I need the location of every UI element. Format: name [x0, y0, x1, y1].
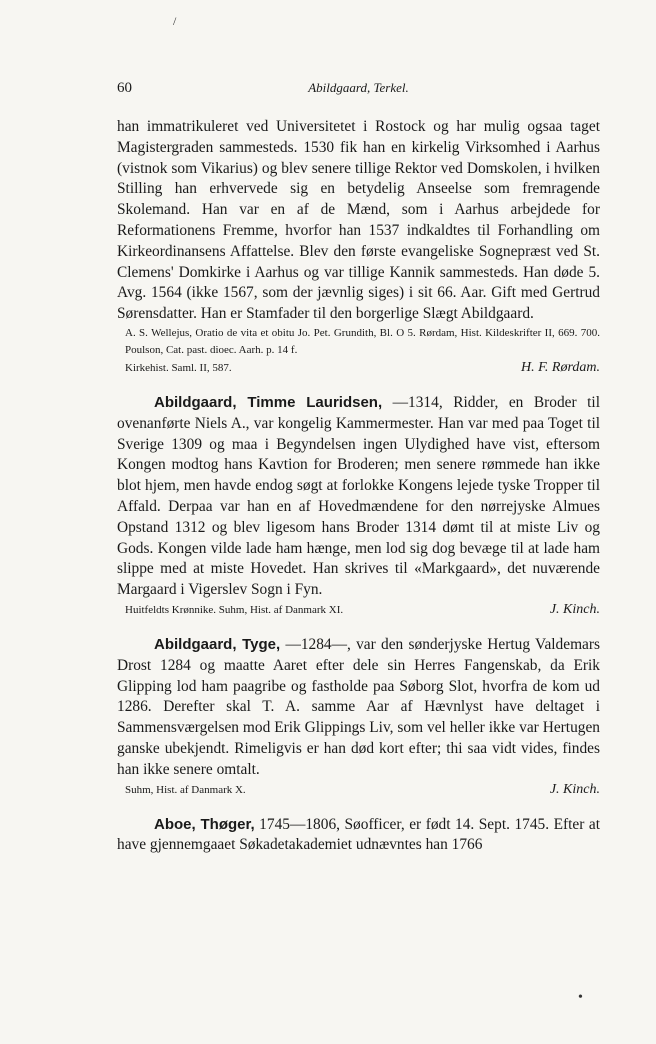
- entry-author: H. F. Rørdam.: [521, 359, 600, 375]
- scan-mark-top: /: [173, 14, 177, 28]
- entry-timme: [117, 393, 600, 619]
- entry-author: J. Kinch.: [549, 781, 600, 797]
- entry-reference: A. S. Wellejus, Oratio de vita et obitu Jo. Pet. Grundith, Bl. O 5. Rørdam, Hist. Kildeskrifter II, 669. 700. Poulson, Cat. past. dioec. Aarh. p. 14 f.: [125, 326, 600, 356]
- running-head: Abildgaard, Terkel.: [308, 80, 409, 95]
- entry-reference: Suhm, Hist. af Danmark X.: [125, 783, 246, 796]
- entry-continued: [117, 117, 600, 377]
- page-header: [117, 80, 600, 102]
- entry-reference: Kirkehist. Saml. II, 587.: [125, 361, 232, 374]
- entry-heading: Abildgaard, Timme Lauridsen,: [154, 393, 383, 411]
- entry-heading: Abildgaard, Tyge,: [154, 635, 281, 653]
- entry-reference-line: [125, 601, 600, 619]
- page-number: 60: [117, 80, 132, 96]
- page-text: [117, 117, 600, 856]
- entry-body: [117, 815, 600, 857]
- entry-heading: Aboe, Thøger,: [154, 815, 255, 833]
- entry-author: J. Kinch.: [549, 601, 600, 617]
- entry-reference: Huitfeldts Krønnike. Suhm, Hist. af Danmark XI.: [125, 603, 344, 616]
- entry-text: —1284—, var den sønderjyske Hertug Valdemars Drost 1284 og maatte Aaret efter dele sin Herres Fangenskab, da Erik Glipping lod ham paagribe og fastholde paa Søborg Slot, hvorfra de kom ud 1286. Derefter skal T. A. samme Aar af Hævnlyst have deltaget i Sammensværgelsen mod Erik Glippings Liv, som vel heller ikke var Hertugen ganske ubekjendt. Rimeligvis er han død kort efter; thi saa vidt vides, findes han ikke senere omtalt.: [117, 635, 600, 778]
- entry-tyge: [117, 635, 600, 799]
- entry-aboe: [117, 815, 600, 857]
- entry-reference-line: [125, 359, 600, 377]
- scan-mark-bottom: •: [578, 990, 583, 1005]
- entry-reference-line: [125, 781, 600, 799]
- entry-body: [117, 393, 600, 601]
- entry-body: han immatrikuleret ved Universitetet i Rostock og har mulig ogsaa taget Magistergraden sammesteds. 1530 fik han en kirkelig Virksomhed i Aarhus (vistnok som Vikarius) og blev senere tillige Rektor ved Domskolen, i hvilken Stilling han erhvervede sig en betydelig Anseelse som fremragende Skolemand. Han var en af de Mænd, som i Aarhus arbejdede for Reformationens Fremme, hvorfor han 1537 indkaldtes til Forhandling om Kirkeordinansens Affattelse. Blev den første evangeliske Sognepræst ved St. Clemens' Domkirke i Aarhus og var tillige Kannik sammesteds. Han døde 5. Avg. 1564 (ikke 1567, som der jævnlig siges) i sit 66. Aar. Gift med Gertrud Sørensdatter. Han er Stamfader til den borgerlige Slægt Abildgaard.: [117, 118, 600, 323]
- entry-text: —1314, Ridder, en Broder til ovenanførte Niels A., var kongelig Kammermester. Han var med paa Toget til Sverige 1309 og maa i Begyndelsen ingen Ulydighed have vist, eftersom Kongen modtog hans Kavtion for Broderen; men senere rømmede han ikke blot hjem, men havde endog søgt at forlokke Kongens lejede tyske Tropper til Affald. Derpaa var han en af Hovedmændene for den nørrejyske Almues Opstand 1312 og blev ligesom hans Broder 1314 dømt til at miste Liv og Gods. Kongen vilde lade ham hænge, men lod sig dog bevæge til at lade ham slippe med at miste Hovedet. Han skrives til «Markgaard», det nuværende Margaard i Vigerslev Sogn i Fyn.: [117, 393, 600, 599]
- entry-text: 1745—1806, Søofficer, er født 14. Sept. 1745. Efter at have gjennemgaaet Søkadetakademiet udnævntes han 1766: [117, 815, 600, 854]
- entry-body: [117, 635, 600, 781]
